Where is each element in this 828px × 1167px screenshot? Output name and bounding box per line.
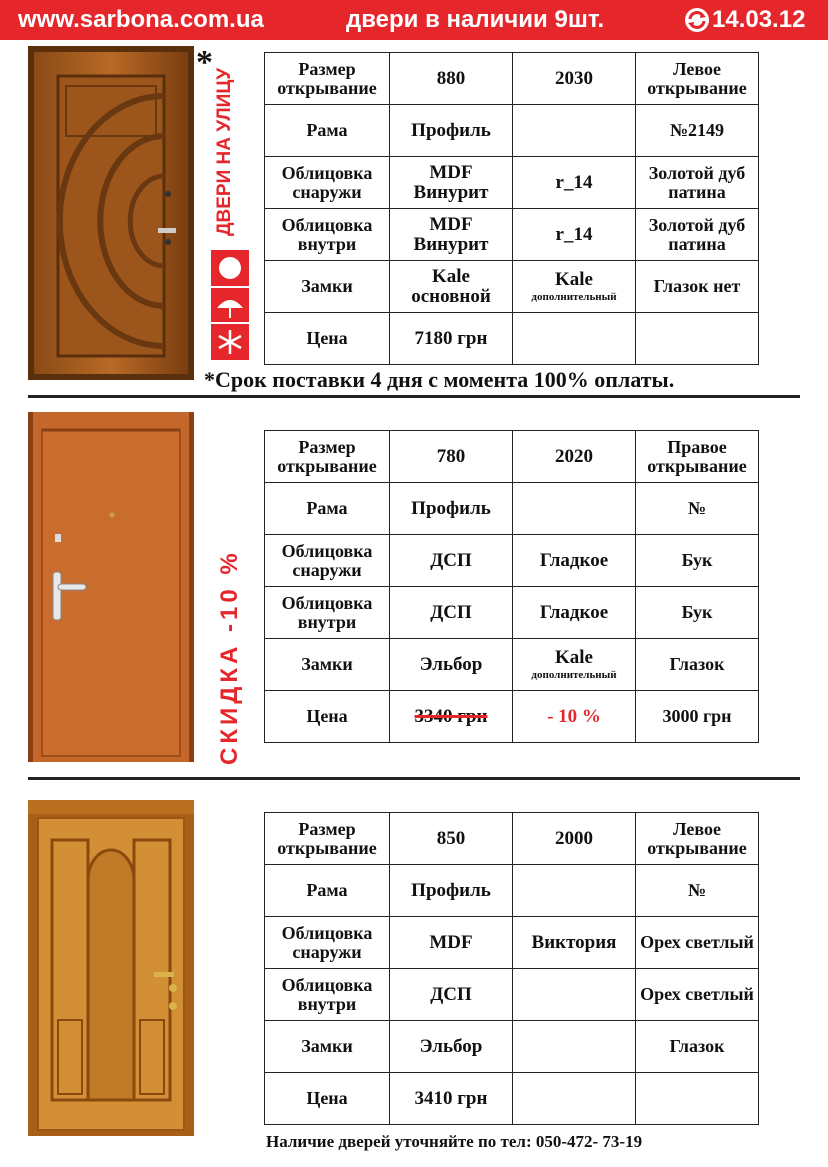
cell-frame: Профиль xyxy=(390,865,513,917)
cell-outer-label: Облицовка снаружи xyxy=(265,535,390,587)
lock-extra-brand: Kale xyxy=(555,646,593,668)
cell-inner-label: Облицовка внутри xyxy=(265,969,390,1021)
refresh-icon xyxy=(684,7,710,33)
cell-price: 7180 грн xyxy=(390,313,513,365)
availability-text: двери в наличии 9шт. xyxy=(346,6,605,33)
cell-discount: - 10 % xyxy=(513,691,636,743)
cell-width: 850 xyxy=(390,813,513,865)
spec-table-2 xyxy=(264,430,759,743)
lock-extra-note: дополнительный xyxy=(531,668,617,681)
cell-height: 2000 xyxy=(513,813,636,865)
cell-inner-color: Бук xyxy=(636,587,759,639)
cell-inner-color: Орех светлый xyxy=(636,969,759,1021)
old-price-struck: 3340 грн xyxy=(414,705,488,727)
side-label-discount: СКИДКА -10 % xyxy=(216,549,243,765)
cell-outer-pattern: r_14 xyxy=(513,157,636,209)
cell-outer-material: MDF Винурит xyxy=(390,157,513,209)
asterisk-mark: * xyxy=(196,44,213,81)
cell-frame-label: Рама xyxy=(265,105,390,157)
cell-inner-pattern: r_14 xyxy=(513,209,636,261)
cell-price-label: Цена xyxy=(265,313,390,365)
cell-opening: Левое открывание xyxy=(636,53,759,105)
cell-frame-label: Рама xyxy=(265,483,390,535)
weather-icon xyxy=(211,250,249,360)
cell-new-price: 3000 грн xyxy=(636,691,759,743)
cell-inner-label: Облицовка внутри xyxy=(265,587,390,639)
cell-inner-material: ДСП xyxy=(390,969,513,1021)
site-url[interactable]: www.sarbona.com.ua xyxy=(18,6,264,33)
cell-outer-color: Бук xyxy=(636,535,759,587)
section-divider xyxy=(28,395,800,398)
cell-frame-label: Рама xyxy=(265,865,390,917)
cell-outer-pattern: Виктория xyxy=(513,917,636,969)
cell-lock-main: Kale основной xyxy=(390,261,513,313)
cell-empty xyxy=(513,865,636,917)
cell-empty xyxy=(513,483,636,535)
header-bar xyxy=(0,0,828,40)
cell-outer-label: Облицовка снаружи xyxy=(265,917,390,969)
cell-lock-extra xyxy=(513,639,636,691)
spec-table-3 xyxy=(264,812,759,1125)
cell-outer-pattern: Гладкое xyxy=(513,535,636,587)
delivery-note: *Срок поставки 4 дня с момента 100% оплаты. xyxy=(204,367,675,392)
cell-lock-main: Эльбор xyxy=(390,639,513,691)
date-text: 14.03.12 xyxy=(712,6,806,33)
cell-width: 780 xyxy=(390,431,513,483)
door-image-arched xyxy=(28,800,194,1136)
cell-model-number: № xyxy=(636,483,759,535)
cell-opening: Левое открывание xyxy=(636,813,759,865)
cell-size-label: Размер открывание xyxy=(265,813,390,865)
cell-opening: Правое открывание xyxy=(636,431,759,483)
cell-old-price xyxy=(390,691,513,743)
cell-peephole: Глазок нет xyxy=(636,261,759,313)
cell-outer-color: Орех светлый xyxy=(636,917,759,969)
cell-inner-color: Золотой дуб патина xyxy=(636,209,759,261)
cell-inner-material: MDF Винурит xyxy=(390,209,513,261)
cell-width: 880 xyxy=(390,53,513,105)
spec-table-1 xyxy=(264,52,759,365)
cell-model-number: №2149 xyxy=(636,105,759,157)
door-image-carved xyxy=(28,46,194,380)
cell-inner-pattern: Гладкое xyxy=(513,587,636,639)
cell-height: 2020 xyxy=(513,431,636,483)
cell-size-label: Размер открывание xyxy=(265,431,390,483)
cell-empty xyxy=(636,1073,759,1125)
cell-inner-pattern xyxy=(513,969,636,1021)
cell-locks-label: Замки xyxy=(265,1021,390,1073)
cell-inner-material: ДСП xyxy=(390,587,513,639)
footer-contact: Наличие дверей уточняйте по тел: 050-472- 73-19 xyxy=(266,1132,643,1151)
section-divider xyxy=(28,777,800,780)
cell-locks-label: Замки xyxy=(265,261,390,313)
cell-price-label: Цена xyxy=(265,691,390,743)
cell-lock-extra xyxy=(513,1021,636,1073)
cell-height: 2030 xyxy=(513,53,636,105)
cell-empty xyxy=(513,1073,636,1125)
cell-empty xyxy=(636,313,759,365)
cell-outer-material: ДСП xyxy=(390,535,513,587)
cell-frame: Профиль xyxy=(390,483,513,535)
lock-extra-note: дополнительный xyxy=(531,290,617,303)
door-image-plain xyxy=(28,412,194,762)
cell-inner-label: Облицовка внутри xyxy=(265,209,390,261)
side-label-street-doors: ДВЕРИ НА УЛИЦУ xyxy=(214,67,235,236)
cell-peephole: Глазок xyxy=(636,639,759,691)
cell-lock-extra xyxy=(513,261,636,313)
cell-locks-label: Замки xyxy=(265,639,390,691)
cell-price-label: Цена xyxy=(265,1073,390,1125)
cell-outer-label: Облицовка снаружи xyxy=(265,157,390,209)
cell-outer-material: MDF xyxy=(390,917,513,969)
cell-model-number: № xyxy=(636,865,759,917)
cell-lock-main: Эльбор xyxy=(390,1021,513,1073)
cell-empty xyxy=(513,313,636,365)
cell-frame: Профиль xyxy=(390,105,513,157)
cell-peephole: Глазок xyxy=(636,1021,759,1073)
lock-extra-brand: Kale xyxy=(555,268,593,290)
cell-outer-color: Золотой дуб патина xyxy=(636,157,759,209)
cell-empty xyxy=(513,105,636,157)
cell-price: 3410 грн xyxy=(390,1073,513,1125)
cell-size-label: Размер открывание xyxy=(265,53,390,105)
